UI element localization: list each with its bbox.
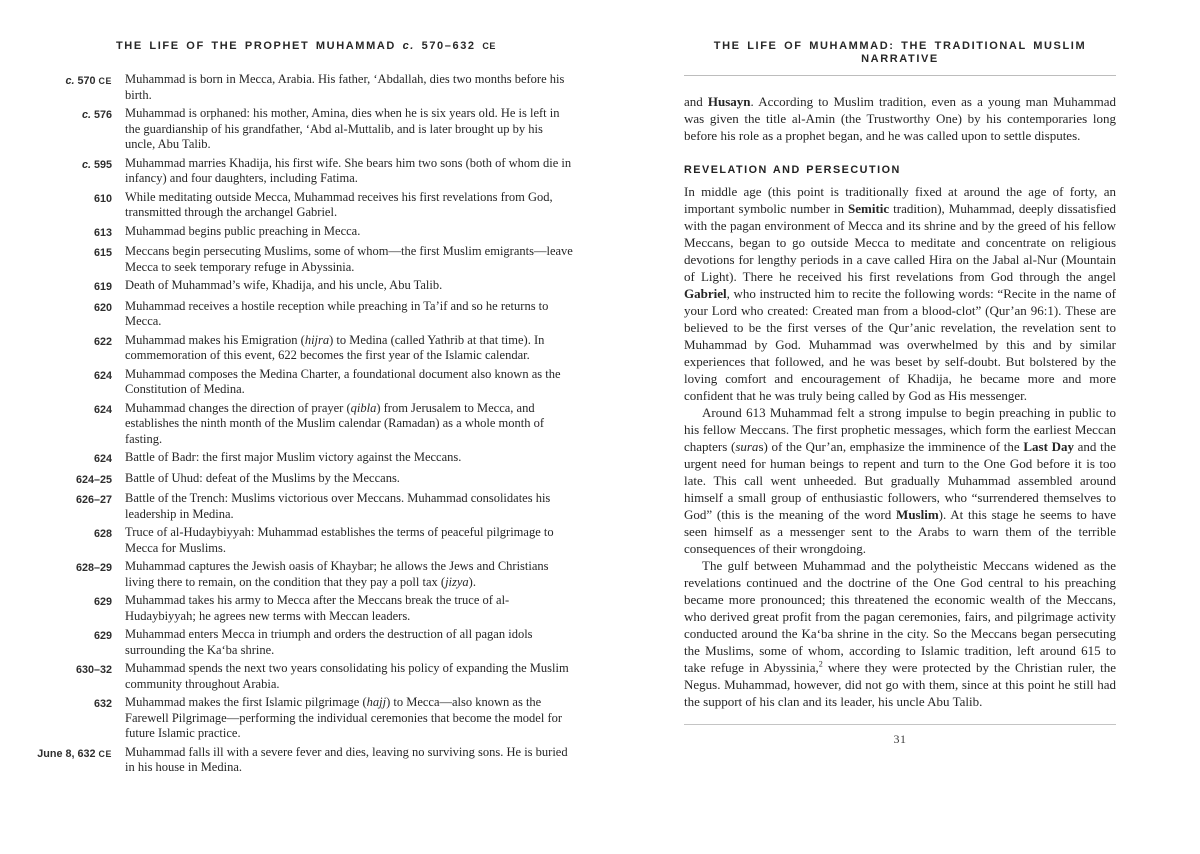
timeline-entry-text: Muhammad receives a hostile reception while preaching in Ta’if and so he returns to Mecca. [125,298,549,328]
header-rule [684,75,1116,76]
timeline-entry-text: Muhammad changes the direction of prayer (qibla) from Jerusalem to Mecca, and establishes the ninth month of the Muslim calendar (Ramadan) as a whole month of fasting. [125,400,545,446]
timeline-entry-text: Muhammad enters Mecca in triumph and orders the destruction of all pagan idols surrounding the Ka‘ba shrine. [125,627,533,657]
timeline-entry-text: Muhammad captures the Jewish oasis of Khaybar; he allows the Jews and Christians living there to remain, on the condition that they pay a poll tax (jizya). [125,559,549,589]
paragraph-continuation: and Husayn. According to Muslim tradition, even as a young man Muhammad was given the title al-Amin (the Trustworthy One) by his contemporaries long before his role as a prophet began, and he was called upon to settle disputes. [684,94,1116,143]
timeline-entry [36,471,576,489]
left-page-running-head: THE LIFE OF THE PROPHET MUHAMMAD c. 570–632 CE [115,40,497,52]
timeline-entry-text: Muhammad begins public preaching in Mecca. [125,223,361,238]
timeline-entry-date: 628 [93,528,112,540]
timeline-entry [36,695,576,742]
timeline-entry-text: Muhammad is born in Mecca, Arabia. His father, ‘Abdallah, dies two months before his birth. [125,72,565,102]
timeline-entry [36,156,576,187]
timeline-entry-date: 619 [93,281,112,293]
timeline-entry-date: 630–32 [75,664,112,676]
timeline-entry-date: 632 [93,698,112,710]
timeline-entry-date: c. 570 CE [65,75,112,87]
timeline-entry-text: While meditating outside Mecca, Muhammad receives his first revelations from God, transmitted through the archangel Gabriel. [125,189,553,219]
timeline-entry [36,190,576,221]
timeline-entry [36,244,576,275]
section-heading-revelation-and-persecution: REVELATION AND PERSECUTION [684,164,901,176]
timeline-entry-text: Meccans begin persecuting Muslims, some of whom—the first Muslim emigrants—leave Mecca to seek temporary refuge in Abyssinia. [125,244,573,274]
timeline-entry [36,106,576,153]
timeline-entry-text: Death of Muhammad’s wife, Khadija, and his uncle, Abu Talib. [125,278,443,292]
timeline-entry [36,333,576,364]
paragraph-persecution: The gulf between Muhammad and the polytheistic Meccans widened as the revelations continued and the doctrine of the One God central to his preaching became more pronounced; this threatened the economic wealth of the Meccans, who derived great profit from the pagan ceremonies, fairs, and pilgrimage activity conducted around the Ka‘ba shrine in the city. So the Meccans began persecuting the Muslims, some of whom, according to Islamic tradition, left around 615 to take refuge in Abyssinia,$^2$ where they were protected by the Christian ruler, the Negus. Muhammad, however, did not go with them, since at this point he still had the support of his clan and its leader, his uncle Abu Talib. [684,558,1116,709]
timeline-entry-date: 610 [93,192,112,205]
timeline-entry [36,367,576,398]
page-number: 31 [893,732,907,746]
timeline-entry-date: c. 595 [81,158,112,171]
timeline-entry [36,593,576,624]
right-page [684,40,1116,747]
timeline-entry-text: Muhammad spends the next two years consolidating his policy of expanding the Muslim community throughout Arabia. [125,661,569,691]
timeline-entry-text: Muhammad is orphaned: his mother, Amina, dies when he is six years old. He is left in the guardianship of his grandfather, ‘Abd al-Muttalib, and is later brought up by his uncle, Abu Talib. [125,106,560,151]
timeline [36,72,576,776]
timeline-entry-text: Battle of the Trench: Muslims victorious over Meccans. Muhammad consolidates his leadership in Medina. [125,491,551,521]
paragraph-revelation: In middle age (this point is traditionally fixed at around the age of forty, an important symbolic number in Semitic tradition), Muhammad, deeply dissatisfied with the pagan environment of Mecca and its shrine and by the greed of his fellow Meccans, began to go outside Mecca to meditate and concentrate on religious devotions for lengthy periods in a cave called Hira on the Jabal al-Nur (Mountain of Light). There he received his first revelations from God through the angel Gabriel, who instructed him to recite the following words: “Recite in the name of your Lord who created: Created man from a blood-clot” (Qur’an 96:1). These are believed to be the first verses of the Qur’anic revelation, the revelation sent to Muhammad by God. Muhammad was overwhelmed by this and by similar experiences that followed, and he was beset by self-doubt. But bolstered by the loving comfort and encouragement of Khadija, he became more and more confident that he was truly being called by God as His messenger. [684,184,1116,403]
timeline-entry-text: Muhammad makes his Emigration (hijra) to Medina (called Yathrib at that time). In commemoration of this event, 622 becomes the first year of the Islamic calendar. [125,332,545,362]
timeline-entry [36,745,576,776]
right-page-running-head: THE LIFE OF MUHAMMAD: THE TRADITIONAL MUSLIM NARRATIVE [713,40,1087,65]
timeline-entry-date: 624–25 [75,473,112,486]
timeline-entry-text: Battle of Badr: the first major Muslim victory against the Meccans. [125,450,462,464]
timeline-entry-date: 626–27 [75,494,112,506]
timeline-entry [36,661,576,692]
timeline-entry [36,72,576,103]
timeline-entry-date: 624 [93,453,112,465]
timeline-entry-text: Muhammad takes his army to Mecca after the Meccans break the truce of al-Hudaybiyyah; he agrees new terms with Meccan leaders. [125,593,510,623]
timeline-entry [36,299,576,330]
timeline-entry-text: Muhammad composes the Medina Charter, a foundational document also known as the Constitution of Medina. [125,366,561,396]
timeline-entry [36,278,576,296]
timeline-entry [36,224,576,242]
timeline-entry-text: Battle of Uhud: defeat of the Muslims by the Meccans. [125,470,400,485]
timeline-entry-text: Muhammad marries Khadija, his first wife. She bears him two sons (both of whom die in infancy) and four daughters, including Fatima. [125,155,572,185]
timeline-entry [36,401,576,448]
timeline-entry [36,450,576,468]
timeline-entry [36,559,576,590]
timeline-entry-date: 613 [93,226,112,239]
timeline-entry-date: 615 [93,247,112,259]
timeline-entry-text: Muhammad makes the first Islamic pilgrimage (hajj) to Mecca—also known as the Farewell Pilgrimage—performing the individual ceremonies that become the model for future Islamic practice. [125,695,563,740]
timeline-entry-date: 620 [93,301,112,314]
timeline-entry-date: 624 [93,369,112,382]
timeline-entry-date: 629 [93,630,112,642]
timeline-entry-date: June 8, 632 CE [37,747,112,760]
timeline-entry-date: 624 [93,403,112,416]
timeline-entry [36,491,576,522]
timeline-entry-date: 629 [93,596,112,608]
left-page [36,40,576,779]
timeline-entry [36,525,576,556]
footer-rule [684,724,1116,725]
timeline-entry [36,627,576,658]
paragraph-preaching: Around 613 Muhammad felt a strong impulse to begin preaching in public to his fellow Meccans. The first prophetic messages, which form the earliest Meccan chapters (suras) of the Qur’an, emphasize the imminence of the Last Day and the urgent need for human beings to repent and turn to the One God before it is too late. This call went unheeded. But gradually Muhammad assembled around himself a small group of enthusiastic followers, who “surrendered themselves to God” (this is the meaning of the word Muslim). At this stage he seems to have seen himself as a messenger sent to the Arabs to warn them of the terrible consequences of their wrongdoing. [684,405,1116,556]
timeline-entry-date: c. 576 [81,109,112,121]
timeline-entry-date: 628–29 [75,562,112,574]
timeline-entry-date: 622 [93,335,112,348]
timeline-entry-text: Muhammad falls ill with a severe fever and dies, leaving no surviving sons. He is buried in his house in Medina. [125,744,568,774]
timeline-entry-text: Truce of al-Hudaybiyyah: Muhammad establishes the terms of peaceful pilgrimage to Mecca for Muslims. [125,525,554,555]
